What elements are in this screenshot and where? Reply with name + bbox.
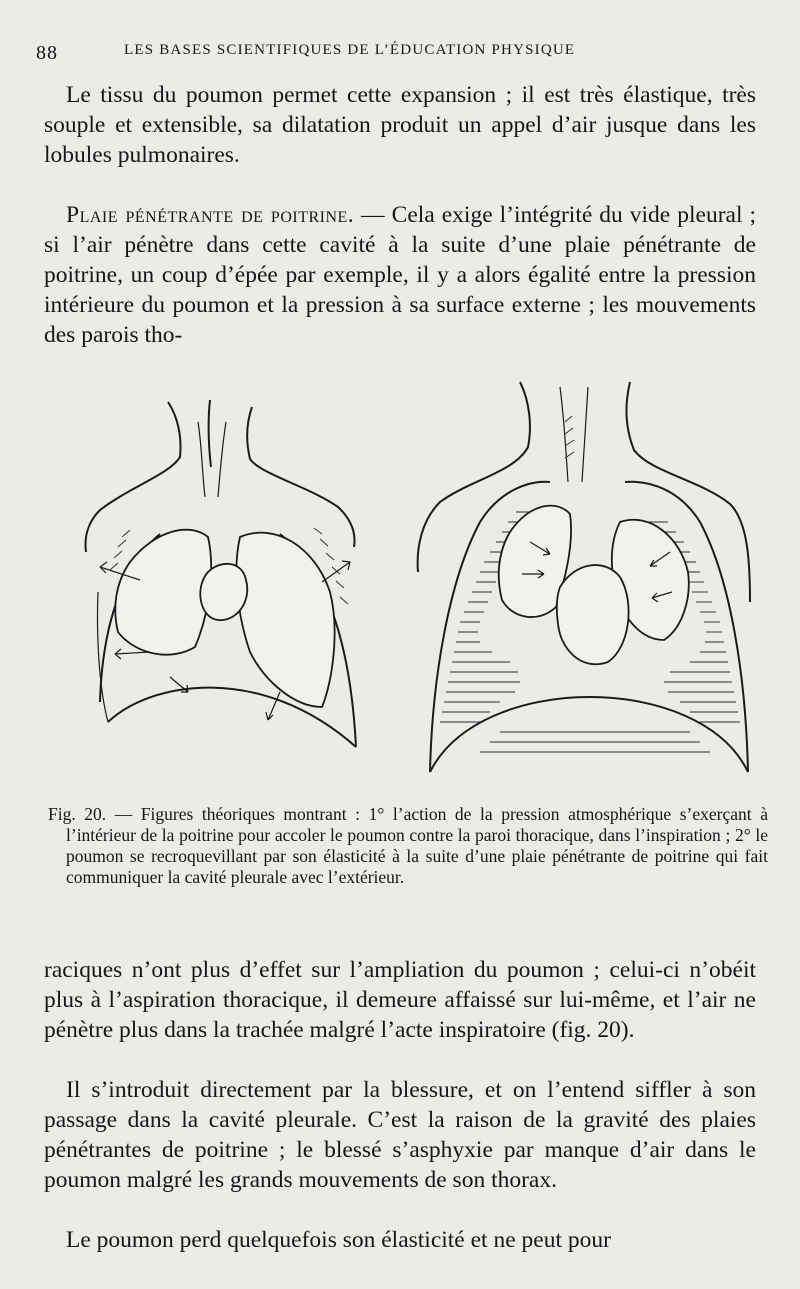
paragraph-3-text: raciques n’ont plus d’effet sur l’ampliation du poumon ; celui-ci n’obéit plus à l’aspiration thoracique, il demeure affaissé sur lui-même, et l’air ne pénètre plus dans la trachée malgré l’acte inspiratoire (fig. 20).: [44, 957, 756, 1043]
paragraph-2: [44, 200, 756, 350]
right-thorax-figure: [418, 382, 750, 772]
paragraph-1: [44, 80, 756, 170]
figure-20: [60, 362, 780, 787]
running-title: LES BASES SCIENTIFIQUES DE L’ÉDUCATION PHYSIQUE: [124, 42, 576, 58]
paragraph-5: [44, 1225, 756, 1255]
figure-caption: [48, 804, 768, 888]
paragraph-2-text: [44, 200, 756, 350]
paragraph-5-text: Le poumon perd quelquefois son élasticité et ne peut pour: [66, 1227, 611, 1253]
section-heading: Plaie pénétrante de poitrine.: [66, 202, 355, 228]
paragraph-3: [44, 955, 756, 1045]
left-thorax-figure: [86, 400, 356, 747]
thorax-illustrations: [60, 362, 780, 787]
caption-text: — Figures théoriques montrant : 1° l’action de la pression atmosphérique s’exerçant à l’intérieur de la poitrine pour accoler le poumon contre la paroi thoracique, dans l’inspiration ; 2° le poumon se recroquevillant par son élasticité à la suite d’une plaie pénétrante de poitrine qui fait communiquer la cavité pleurale avec l’extérieur.: [66, 804, 768, 887]
caption-label: Fig. 20.: [48, 804, 107, 824]
paragraph-4-text: Il s’introduit directement par la blessure, et on l’entend siffler à son passage dans la cavité pleurale. C’est la raison de la gravité des plaies pénétrantes de poitrine ; le blessé s’asphyxie par manque d’air dans le poumon malgré les grands mouvements de son thorax.: [44, 1077, 756, 1193]
paragraph-4: [44, 1075, 756, 1195]
paragraph-1-text: Le tissu du poumon permet cette expansion ; il est très élastique, très souple et extensible, sa dilatation produit un appel d’air jusque dans les lobules pulmonaires.: [44, 82, 756, 168]
paragraph-2-body: — Cela exige l’intégrité du vide pleural ; si l’air pénètre dans cette cavité à la suite d’une plaie pénétrante de poitrine, un coup d’épée par exemple, il y a alors égalité entre la pression intérieure du poumon et la pression à sa surface externe ; les mouvements des parois tho-: [44, 202, 756, 348]
page-number: 88: [36, 42, 58, 64]
running-header: [36, 36, 776, 66]
